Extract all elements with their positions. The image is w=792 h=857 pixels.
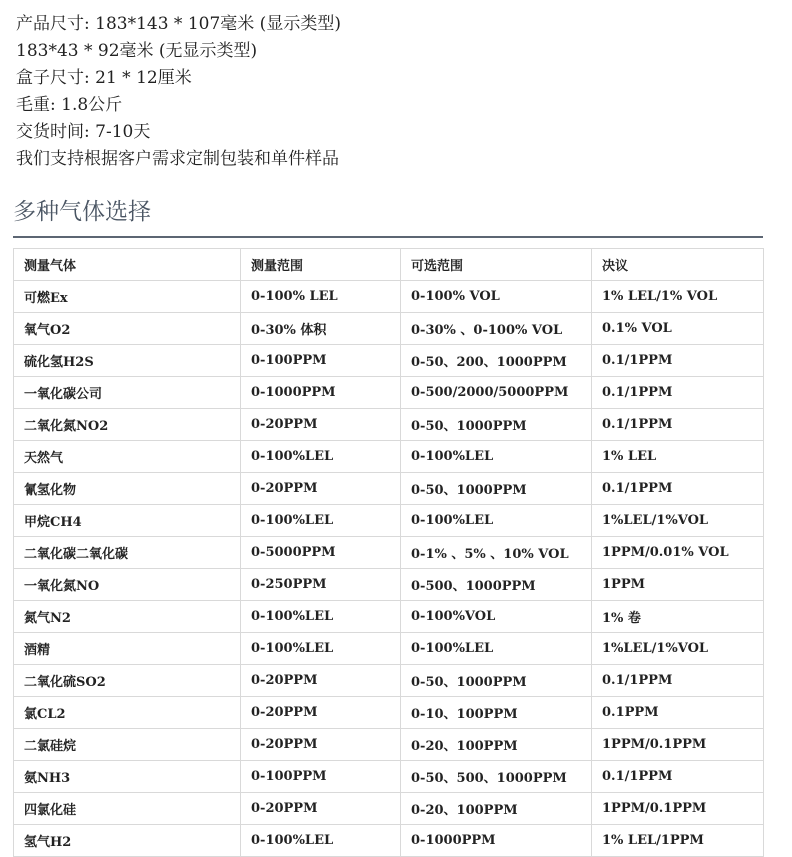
cell-range: 0-250PPM — [241, 569, 401, 601]
cell-optional-range: 0-50、200、1000PPM — [401, 345, 592, 377]
section-title: 多种气体选择 — [13, 196, 763, 238]
cell-range: 0-100%LEL — [241, 505, 401, 537]
table-row — [14, 601, 764, 633]
cell-range: 0-100% LEL — [241, 281, 401, 313]
cell-resolution: 1PPM/0.01% VOL — [592, 537, 764, 569]
cell-resolution: 0.1/1PPM — [592, 761, 764, 793]
cell-optional-range: 0-100%LEL — [401, 505, 592, 537]
cell-gas: 氮气N2 — [14, 601, 241, 633]
cell-gas: 氰氢化物 — [14, 473, 241, 505]
table-row — [14, 441, 764, 473]
cell-resolution: 1PPM/0.1PPM — [592, 729, 764, 761]
table-row — [14, 761, 764, 793]
cell-range: 0-20PPM — [241, 665, 401, 697]
cell-range: 0-100%LEL — [241, 601, 401, 633]
table-row — [14, 729, 764, 761]
spec-item: 产品尺寸: 183*143 * 107毫米 (显示类型) — [16, 14, 341, 34]
cell-resolution: 0.1% VOL — [592, 313, 764, 345]
spec-list — [16, 11, 341, 173]
header-optional-range: 可选范围 — [401, 249, 592, 281]
gas-table — [13, 248, 764, 857]
cell-range: 0-20PPM — [241, 409, 401, 441]
cell-gas: 二氧化氮NO2 — [14, 409, 241, 441]
header-range: 测量范围 — [241, 249, 401, 281]
table-row — [14, 505, 764, 537]
table-row — [14, 793, 764, 825]
cell-gas: 酒精 — [14, 633, 241, 665]
cell-range: 0-100%LEL — [241, 441, 401, 473]
cell-resolution: 1% LEL — [592, 441, 764, 473]
cell-resolution: 1% LEL/1% VOL — [592, 281, 764, 313]
table-row — [14, 473, 764, 505]
cell-gas: 氢气H2 — [14, 825, 241, 857]
cell-resolution: 0.1/1PPM — [592, 665, 764, 697]
cell-gas: 一氧化碳公司 — [14, 377, 241, 409]
cell-gas: 二氧化碳二氧化碳 — [14, 537, 241, 569]
table-row — [14, 345, 764, 377]
cell-range: 0-30% 体积 — [241, 313, 401, 345]
cell-optional-range: 0-50、500、1000PPM — [401, 761, 592, 793]
cell-resolution: 1% LEL/1PPM — [592, 825, 764, 857]
cell-gas: 二氧化硫SO2 — [14, 665, 241, 697]
cell-gas: 甲烷CH4 — [14, 505, 241, 537]
cell-range: 0-100PPM — [241, 761, 401, 793]
spec-item: 毛重: 1.8公斤 — [16, 95, 123, 115]
cell-resolution: 1PPM/0.1PPM — [592, 793, 764, 825]
cell-optional-range: 0-100%VOL — [401, 601, 592, 633]
cell-range: 0-100PPM — [241, 345, 401, 377]
cell-optional-range: 0-20、100PPM — [401, 729, 592, 761]
cell-optional-range: 0-100%LEL — [401, 441, 592, 473]
cell-optional-range: 0-500、1000PPM — [401, 569, 592, 601]
cell-resolution: 0.1/1PPM — [592, 377, 764, 409]
cell-gas: 四氯化硅 — [14, 793, 241, 825]
cell-optional-range: 0-20、100PPM — [401, 793, 592, 825]
cell-gas: 氯CL2 — [14, 697, 241, 729]
cell-optional-range: 0-50、1000PPM — [401, 409, 592, 441]
cell-resolution: 0.1PPM — [592, 697, 764, 729]
table-row — [14, 665, 764, 697]
cell-optional-range: 0-50、1000PPM — [401, 665, 592, 697]
cell-range: 0-20PPM — [241, 697, 401, 729]
table-row — [14, 313, 764, 345]
table-row — [14, 697, 764, 729]
table-row — [14, 409, 764, 441]
cell-gas: 可燃Ex — [14, 281, 241, 313]
table-row — [14, 825, 764, 857]
cell-resolution: 1%LEL/1%VOL — [592, 505, 764, 537]
cell-gas: 硫化氢H2S — [14, 345, 241, 377]
cell-resolution: 1%LEL/1%VOL — [592, 633, 764, 665]
table-row — [14, 537, 764, 569]
cell-optional-range: 0-100% VOL — [401, 281, 592, 313]
cell-resolution: 1% 卷 — [592, 601, 764, 633]
table-row — [14, 377, 764, 409]
cell-gas: 氨NH3 — [14, 761, 241, 793]
cell-range: 0-1000PPM — [241, 377, 401, 409]
table-row — [14, 569, 764, 601]
cell-range: 0-100%LEL — [241, 825, 401, 857]
cell-optional-range: 0-500/2000/5000PPM — [401, 377, 592, 409]
cell-range: 0-20PPM — [241, 729, 401, 761]
spec-item: 183*43 * 92毫米 (无显示类型) — [16, 41, 258, 61]
table-row — [14, 281, 764, 313]
cell-gas: 天然气 — [14, 441, 241, 473]
cell-gas: 一氧化氮NO — [14, 569, 241, 601]
spec-item: 交货时间: 7-10天 — [16, 122, 151, 142]
spec-item: 我们支持根据客户需求定制包装和单件样品 — [16, 149, 339, 169]
cell-resolution: 0.1/1PPM — [592, 409, 764, 441]
cell-optional-range: 0-30% 、0-100% VOL — [401, 313, 592, 345]
spec-item: 盒子尺寸: 21 * 12厘米 — [16, 68, 192, 88]
cell-optional-range: 0-10、100PPM — [401, 697, 592, 729]
cell-range: 0-20PPM — [241, 473, 401, 505]
cell-optional-range: 0-1000PPM — [401, 825, 592, 857]
cell-resolution: 0.1/1PPM — [592, 473, 764, 505]
cell-gas: 二氯硅烷 — [14, 729, 241, 761]
cell-range: 0-20PPM — [241, 793, 401, 825]
cell-range: 0-100%LEL — [241, 633, 401, 665]
cell-resolution: 0.1/1PPM — [592, 345, 764, 377]
cell-range: 0-5000PPM — [241, 537, 401, 569]
cell-optional-range: 0-50、1000PPM — [401, 473, 592, 505]
cell-gas: 氧气O2 — [14, 313, 241, 345]
cell-optional-range: 0-1% 、5% 、10% VOL — [401, 537, 592, 569]
header-resolution: 决议 — [592, 249, 764, 281]
table-row — [14, 633, 764, 665]
cell-resolution: 1PPM — [592, 569, 764, 601]
header-gas: 测量气体 — [14, 249, 241, 281]
table-header-row — [14, 249, 764, 281]
cell-optional-range: 0-100%LEL — [401, 633, 592, 665]
